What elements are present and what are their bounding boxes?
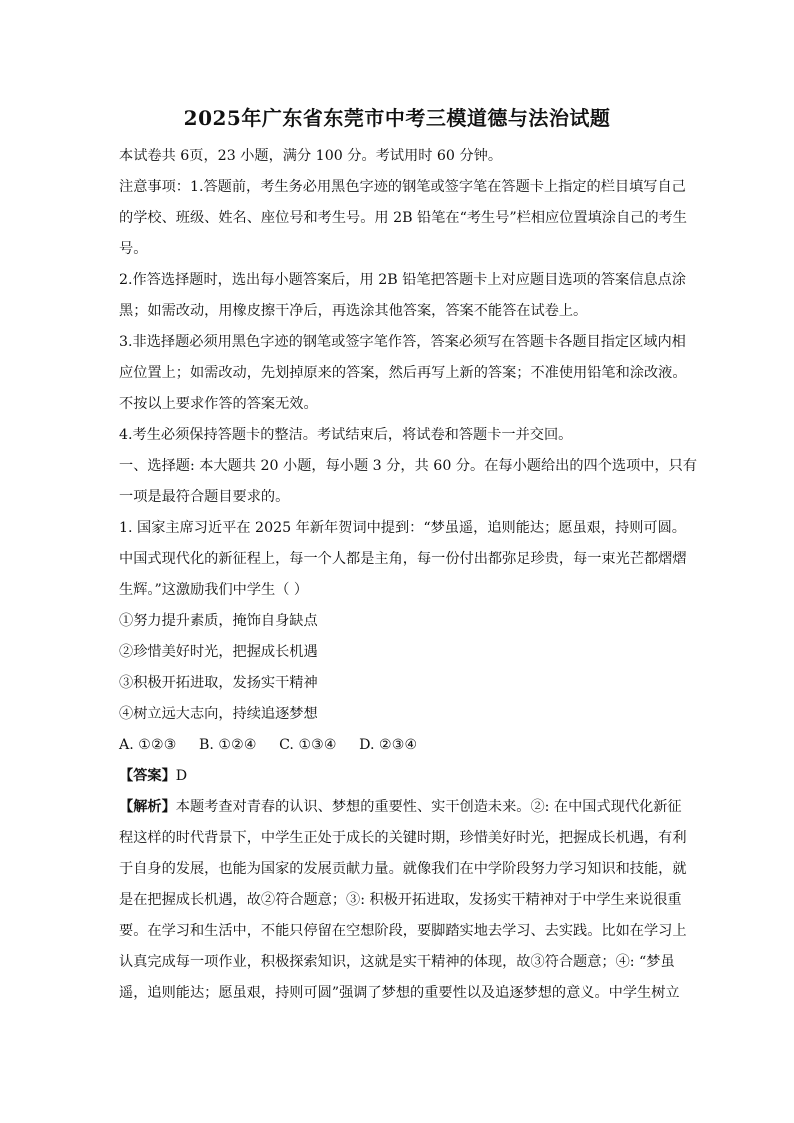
analysis-line: 遥，追则能达；愿虽艰，持则可圆”强调了梦想的重要性以及追逐梦想的意义。中学生树立 bbox=[119, 985, 680, 1001]
option-d: D. ②③④ bbox=[359, 737, 418, 753]
notice-line: 的学校、班级、姓名、座位号和考生号。用 2B 铅笔在“考生号”栏相应位置填涂自己的考生 bbox=[119, 210, 687, 226]
analysis-line: 认真完成每一项作业，积极探索知识，这就是实干精神的体现，故③符合题意；④: “梦虽 bbox=[119, 954, 675, 970]
notice-line: 应位置上；如需改动，先划掉原来的答案，然后再写上新的答案；不准使用铅笔和涂改液。 bbox=[119, 365, 687, 381]
statement-item: ③积极开拓进取，发扬实干精神 bbox=[119, 675, 318, 691]
option-b: B. ①②④ bbox=[198, 737, 257, 753]
notice-line: 4.考生必须保持答题卡的整洁。考试结束后，将试卷和答题卡一并交回。 bbox=[119, 427, 573, 443]
question-line: 中国式现代化的新征程上，每一个人都是主角，每一份付出都弥足珍贵，每一束光芒都熠熠 bbox=[119, 551, 687, 567]
analysis-text: 本题考查对青春的认识、梦想的重要性、实干创造未来。②: 在中国式现代化新征 bbox=[175, 799, 682, 815]
answer-line bbox=[119, 766, 187, 786]
question-line: 1. 国家主席习近平在 2025 年新年贺词中提到：“梦虽遥，追则能达；愿虽艰，持则可圆。 bbox=[119, 520, 686, 536]
question-line: 生辉。”这激励我们中学生（ ） bbox=[119, 582, 309, 598]
exam-info-line: 本试卷共 6页，23 小题，满分 100 分。考试用时 60 分钟。 bbox=[119, 148, 503, 164]
analysis-line: 要。在学习和生活中，不能只停留在空想阶段，要脚踏实地去学习、去实践。比如在学习上 bbox=[119, 923, 687, 939]
answer-value: D bbox=[175, 768, 188, 784]
statement-item: ①努力提升素质，掩饰自身缺点 bbox=[119, 613, 318, 629]
notice-line: 注意事项：1.答题前，考生务必用黑色字迹的钢笔或签字笔在答题卡上指定的栏目填写自己 bbox=[119, 179, 686, 195]
answer-label: 【答案】 bbox=[119, 768, 176, 784]
answer-options bbox=[119, 735, 435, 755]
notice-line: 2.作答选择题时，选出每小题答案后，用 2B 铅笔把答题卡上对应题目选项的答案信息点涂 bbox=[119, 272, 686, 288]
statement-item: ②珍惜美好时光，把握成长机遇 bbox=[119, 644, 318, 660]
analysis-line: 是在把握成长机遇，故②符合题意；③: 积极开拓进取，发扬实干精神对于中学生来说很重 bbox=[119, 892, 682, 908]
option-c: C. ①③④ bbox=[279, 737, 337, 753]
analysis-line: 程这样的时代背景下，中学生正处于成长的关键时期，珍惜美好时光，把握成长机遇，有利 bbox=[119, 830, 687, 846]
section-heading-line: 一、选择题: 本大题共 20 小题，每小题 3 分，共 60 分。在每小题给出的四个选项中，只有 bbox=[119, 458, 698, 474]
section-heading-line: 一项是最符合题目要求的。 bbox=[119, 489, 290, 505]
statement-item: ④树立远大志向，持续追逐梦想 bbox=[119, 706, 318, 722]
document-title: 2025年广东省东莞市中考三模道德与法治试题 bbox=[183, 106, 611, 130]
analysis-line: 于自身的发展，也能为国家的发展贡献力量。就像我们在中学阶段努力学习知识和技能，就 bbox=[119, 861, 687, 877]
notice-line: 不按以上要求作答的答案无效。 bbox=[119, 396, 318, 412]
analysis-label: 【解析】 bbox=[119, 799, 176, 815]
analysis-line bbox=[119, 797, 682, 817]
option-a: A. ①②③ bbox=[119, 737, 177, 753]
notice-line: 号。 bbox=[119, 241, 148, 257]
notice-line: 3.非选择题必须用黑色字迹的钢笔或签字笔作答，答案必须写在答题卡各题目指定区域内相 bbox=[119, 334, 686, 350]
notice-line: 黑；如需改动，用橡皮擦干净后，再选涂其他答案，答案不能答在试卷上。 bbox=[119, 303, 588, 319]
